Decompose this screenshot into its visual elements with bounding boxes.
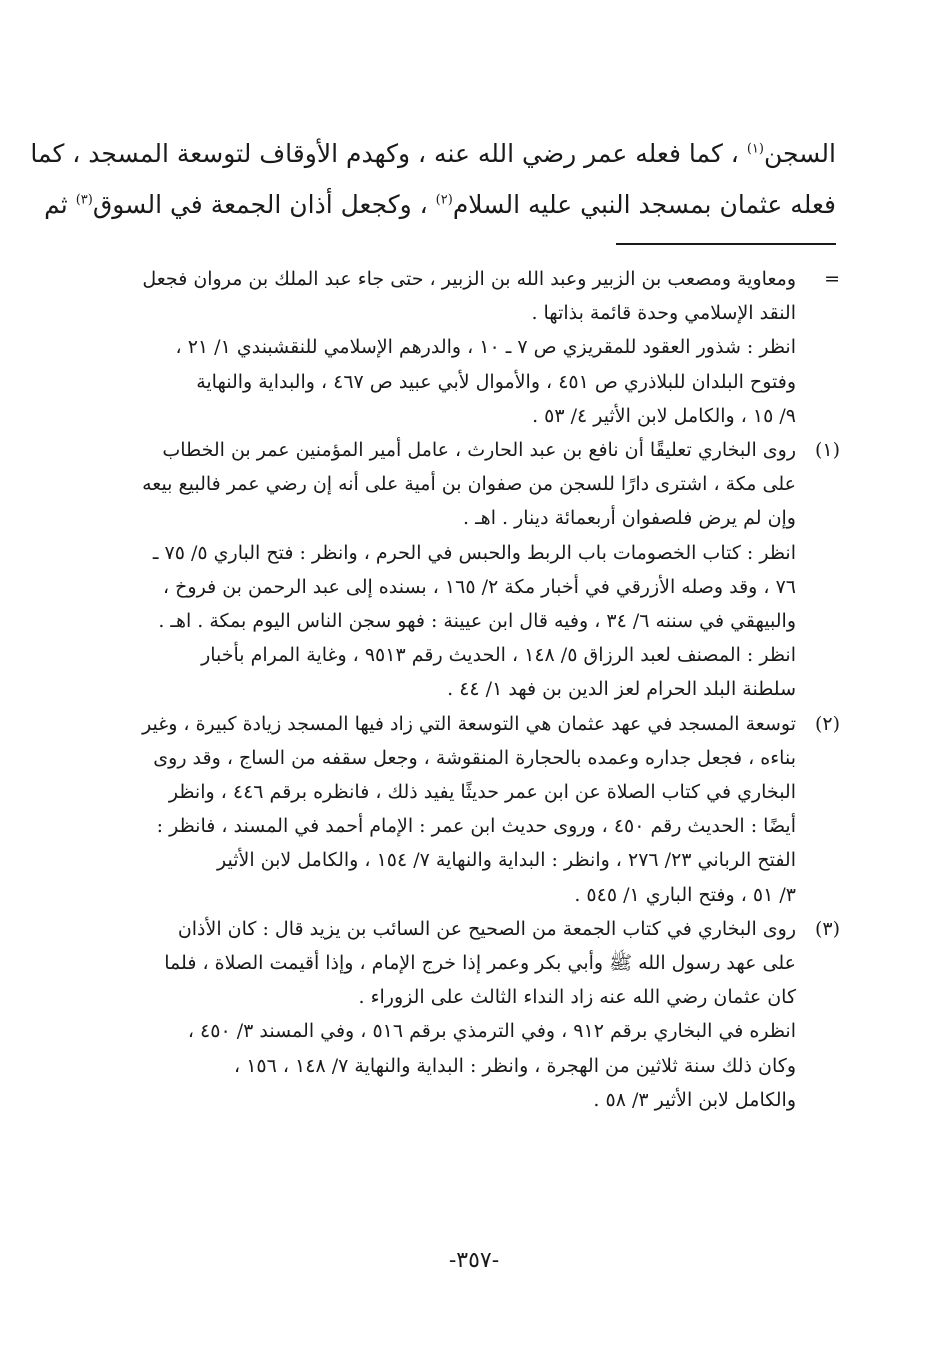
- footnote-marker: (٢): [814, 712, 840, 735]
- footnote-line: وفتوح البلدان للبلاذري ص ٤٥١ ، والأموال لأبي عبيد ص ٤٦٧ ، والبداية والنهاية: [196, 370, 796, 393]
- footnote: [112, 912, 840, 1117]
- footnote-line: والبيهقي في سننه ٦/ ٣٤ ، وفيه قال ابن عيينة : فهو سجن الناس اليوم بمكة . اهـ .: [158, 610, 796, 633]
- footnotes: [112, 262, 840, 1117]
- footnote-line: ٧٦ ، وقد وصله الأزرقي في أخبار مكة ٢/ ١٦٥ ، بسنده إلى عبد الرحمن بن فروخ ،: [162, 575, 796, 598]
- footnote-line: روى البخاري تعليقًا أن نافع بن عبد الحارث ، عامل أمير المؤمنين عمر بن الخطاب: [162, 439, 796, 462]
- footnote: [112, 707, 840, 912]
- footnote-line: انظر : المصنف لعبد الرزاق ٥/ ١٤٨ ، الحديث رقم ٩٥١٣ ، وغاية المرام بأخبار: [201, 644, 796, 667]
- footnote-line: سلطنة البلد الحرام لعز الدين بن فهد ١/ ٤٤ .: [447, 678, 796, 701]
- footnote-line: على مكة ، اشترى دارًا للسجن من صفوان بن أمية على أنه إن رضي عمر فالبيع بيعه: [142, 473, 796, 496]
- footnote-line: على عهد رسول الله ﷺ وأبي بكر وعمر إذا خرج الإمام ، وإذا أقيمت الصلاة ، فلما: [164, 952, 796, 975]
- footnote-line: انظره في البخاري برقم ٩١٢ ، وفي الترمذي برقم ٥١٦ ، وفي المسند ٣/ ٤٥٠ ،: [187, 1020, 796, 1043]
- main-text-line: [44, 179, 836, 230]
- footnote: [112, 262, 840, 433]
- footnote-ref[interactable]: (٢): [435, 192, 453, 208]
- main-text-line-1: السجن$^{(١)}$ ، كما فعله عمر رضي الله عنه ، وكهدم الأوقاف لتوسعة المسجد ، كما: [30, 139, 836, 168]
- footnote-line: انظر : كتاب الخصومات باب الربط والحبس في الحرم ، وانظر : فتح الباري ٥/ ٧٥ ـ: [152, 541, 796, 564]
- page-number: -٣٥٧-: [448, 1248, 500, 1273]
- footnote-line: ٣/ ٥١ ، وفتح الباري ١/ ٥٤٥ .: [574, 883, 796, 906]
- footnote-line: النقد الإسلامي وحدة قائمة بذاتها .: [531, 302, 796, 325]
- footnote-marker: (٣): [814, 917, 840, 940]
- footnote-separator: [616, 243, 836, 245]
- main-text: [30, 128, 836, 230]
- footnote-marker: =: [824, 268, 840, 290]
- footnote-line: أيضًا : الحديث رقم ٤٥٠ ، وروى حديث ابن عمر : الإمام أحمد في المسند ، فانظر :: [156, 815, 796, 838]
- footnote-marker: (١): [814, 439, 840, 462]
- main-text-line: [30, 128, 836, 179]
- footnote-line: بناءه ، فجعل جداره وعمده بالحجارة المنقوشة ، وجعل سقفه من الساج ، وقد روى: [153, 746, 796, 769]
- footnote-line: توسعة المسجد في عهد عثمان هي التوسعة التي زاد فيها المسجد زيادة كبيرة ، وغير: [142, 712, 796, 735]
- footnote-line: انظر : شذور العقود للمقريزي ص ٧ ـ ١٠ ، والدرهم الإسلامي للنقشبندي ١/ ٢١ ،: [175, 336, 796, 359]
- main-text-line-2: فعله عثمان بمسجد النبي عليه السلام$^{(٢)}$ ، وكجعل أذان الجمعة في السوق$^{(٣)}$ ثم: [44, 190, 836, 219]
- footnote-line: كان عثمان رضي الله عنه زاد النداء الثالث على الزوراء .: [358, 986, 796, 1009]
- footnote-line: ومعاوية ومصعب بن الزبير وعبد الله بن الزبير ، حتى جاء عبد الملك بن مروان فجعل: [142, 268, 796, 290]
- footnote-ref[interactable]: (٣): [75, 192, 93, 208]
- footnote-line: وإن لم يرض فلصفوان أربعمائة دينار . اهـ .: [463, 507, 796, 530]
- footnote-line: والكامل لابن الأثير ٣/ ٥٨ .: [593, 1088, 796, 1111]
- footnote-line: البخاري في كتاب الصلاة عن ابن عمر حديثًا يفيد ذلك ، فانظره برقم ٤٤٦ ، وانظر: [168, 781, 796, 804]
- footnote-line: الفتح الرباني ٢٣/ ٢٧٦ ، وانظر : البداية والنهاية ٧/ ١٥٤ ، والكامل لابن الأثير: [216, 849, 796, 872]
- footnote: [112, 433, 840, 707]
- footnote-line: وكان ذلك سنة ثلاثين من الهجرة ، وانظر : البداية والنهاية ٧/ ١٤٨ ، ١٥٦ ،: [234, 1054, 796, 1077]
- footnote-ref[interactable]: (١): [746, 141, 764, 157]
- footnote-line: ٩/ ١٥ ، والكامل لابن الأثير ٤/ ٥٣ .: [532, 404, 796, 427]
- footnote-line: روى البخاري في كتاب الجمعة من الصحيح عن السائب بن يزيد قال : كان الأذان: [177, 917, 796, 940]
